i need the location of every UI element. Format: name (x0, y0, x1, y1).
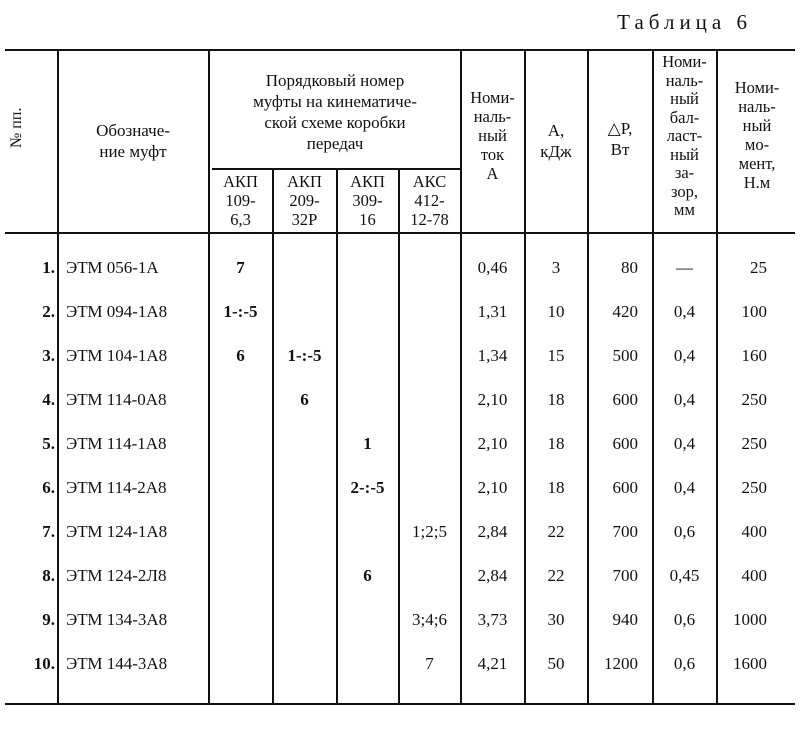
cell-g: 0,6 (673, 522, 696, 541)
cell-c: 2-:-5 (350, 478, 385, 497)
cell-n: 5. (42, 434, 55, 453)
header-order-group: Порядковый номер муфты на кинематиче- ской схеме коробки передач (253, 71, 417, 153)
cell-a: 1-:-5 (223, 302, 258, 321)
cell-m: 250 (741, 434, 767, 453)
cell-p: 500 (612, 346, 638, 365)
cell-name: ЭТМ 144-3А8 (66, 654, 168, 673)
cell-p: 940 (612, 610, 638, 629)
cell-c: 1 (363, 434, 372, 453)
cell-n: 8. (42, 566, 55, 585)
cell-g: 0,4 (673, 346, 696, 365)
cell-i: 3,73 (477, 610, 508, 629)
cell-i: 1,31 (477, 302, 508, 321)
cell-name: ЭТМ 056-1А (66, 258, 159, 277)
table-caption: Таблица 6 (617, 10, 752, 34)
header-gap: Номи- наль- ный бал- ласт- ный за- зор, мм (662, 52, 707, 219)
cell-e: 18 (547, 434, 565, 453)
cell-name: ЭТМ 104-1А8 (66, 346, 168, 365)
cell-name: ЭТМ 094-1А8 (66, 302, 168, 321)
cell-n: 4. (42, 390, 55, 409)
cell-p: 80 (621, 258, 638, 277)
cell-g: — (676, 258, 693, 277)
cell-n: 10. (33, 654, 55, 673)
cell-n: 6. (42, 478, 55, 497)
cell-e: 3 (551, 258, 561, 277)
cell-d: 1;2;5 (412, 522, 447, 541)
cell-e: 22 (547, 566, 565, 585)
cell-m: 1600 (733, 654, 767, 673)
cell-g: 0,6 (673, 654, 696, 673)
cell-p: 600 (612, 478, 638, 497)
cell-d: 7 (425, 654, 434, 673)
cell-name: ЭТМ 124-2Л8 (66, 566, 167, 585)
header-akp-309: АКП 309- 16 (350, 172, 385, 229)
cell-i: 2,84 (477, 522, 508, 541)
header-power: △Р, Вт (607, 119, 633, 159)
cell-p: 420 (612, 302, 638, 321)
cell-e: 15 (547, 346, 565, 365)
cell-m: 400 (741, 522, 767, 541)
cell-i: 2,10 (477, 478, 508, 497)
header-moment: Номи- наль- ный мо- мент, Н.м (734, 78, 780, 192)
cell-e: 18 (547, 478, 565, 497)
cell-n: 9. (42, 610, 55, 629)
cell-name: ЭТМ 134-3А8 (66, 610, 168, 629)
cell-d: 3;4;6 (412, 610, 447, 629)
header-energy: А, кДж (540, 121, 572, 161)
top-rule (5, 49, 795, 51)
cell-p: 600 (612, 434, 638, 453)
cell-g: 0,4 (673, 302, 696, 321)
cell-m: 400 (741, 566, 767, 585)
cell-name: ЭТМ 114-1А8 (66, 434, 167, 453)
cell-e: 30 (547, 610, 565, 629)
cell-g: 0,45 (669, 566, 700, 585)
cell-name: ЭТМ 114-0А8 (66, 390, 167, 409)
header-num: № пп. (8, 107, 25, 148)
cell-name: ЭТМ 124-1А8 (66, 522, 168, 541)
cell-m: 250 (741, 478, 767, 497)
header-akp-209: АКП 209- 32Р (287, 172, 322, 229)
cell-m: 250 (741, 390, 767, 409)
cell-name: ЭТМ 114-2А8 (66, 478, 167, 497)
cell-i: 1,34 (477, 346, 508, 365)
cell-i: 2,10 (477, 434, 508, 453)
cell-i: 4,21 (477, 654, 508, 673)
header-akp-109: АКП 109- 6,3 (223, 172, 258, 229)
cell-g: 0,4 (673, 390, 696, 409)
cell-i: 2,84 (477, 566, 508, 585)
cell-e: 10 (547, 302, 565, 321)
cell-a: 7 (236, 258, 245, 277)
cell-b: 1-:-5 (287, 346, 322, 365)
cell-p: 700 (612, 566, 638, 585)
cell-p: 600 (612, 390, 638, 409)
cell-n: 7. (42, 522, 55, 541)
header-bottom-rule (5, 232, 795, 234)
cell-p: 700 (612, 522, 638, 541)
cell-b: 6 (300, 390, 309, 409)
cell-p: 1200 (604, 654, 638, 673)
cell-i: 2,10 (477, 390, 508, 409)
header-current: Номи- наль- ный ток А (470, 88, 515, 183)
cell-m: 25 (750, 258, 767, 277)
cell-m: 100 (741, 302, 767, 321)
cell-g: 0,4 (673, 478, 696, 497)
cell-e: 22 (547, 522, 565, 541)
cell-a: 6 (236, 346, 245, 365)
header-aks-412: АКС 412- 12-78 (410, 172, 449, 229)
col-divider (272, 168, 274, 703)
cell-n: 3. (42, 346, 55, 365)
cell-g: 0,4 (673, 434, 696, 453)
cell-n: 2. (42, 302, 55, 321)
cell-c: 6 (363, 566, 372, 585)
cell-m: 1000 (733, 610, 767, 629)
cell-g: 0,6 (673, 610, 696, 629)
cell-i: 0,46 (477, 258, 508, 277)
bottom-rule (5, 703, 795, 705)
cell-n: 1. (42, 258, 55, 277)
cell-e: 50 (547, 654, 565, 673)
cell-m: 160 (741, 346, 767, 365)
cell-e: 18 (547, 390, 565, 409)
header-designation: Обозначе- ние муфт (96, 121, 170, 161)
